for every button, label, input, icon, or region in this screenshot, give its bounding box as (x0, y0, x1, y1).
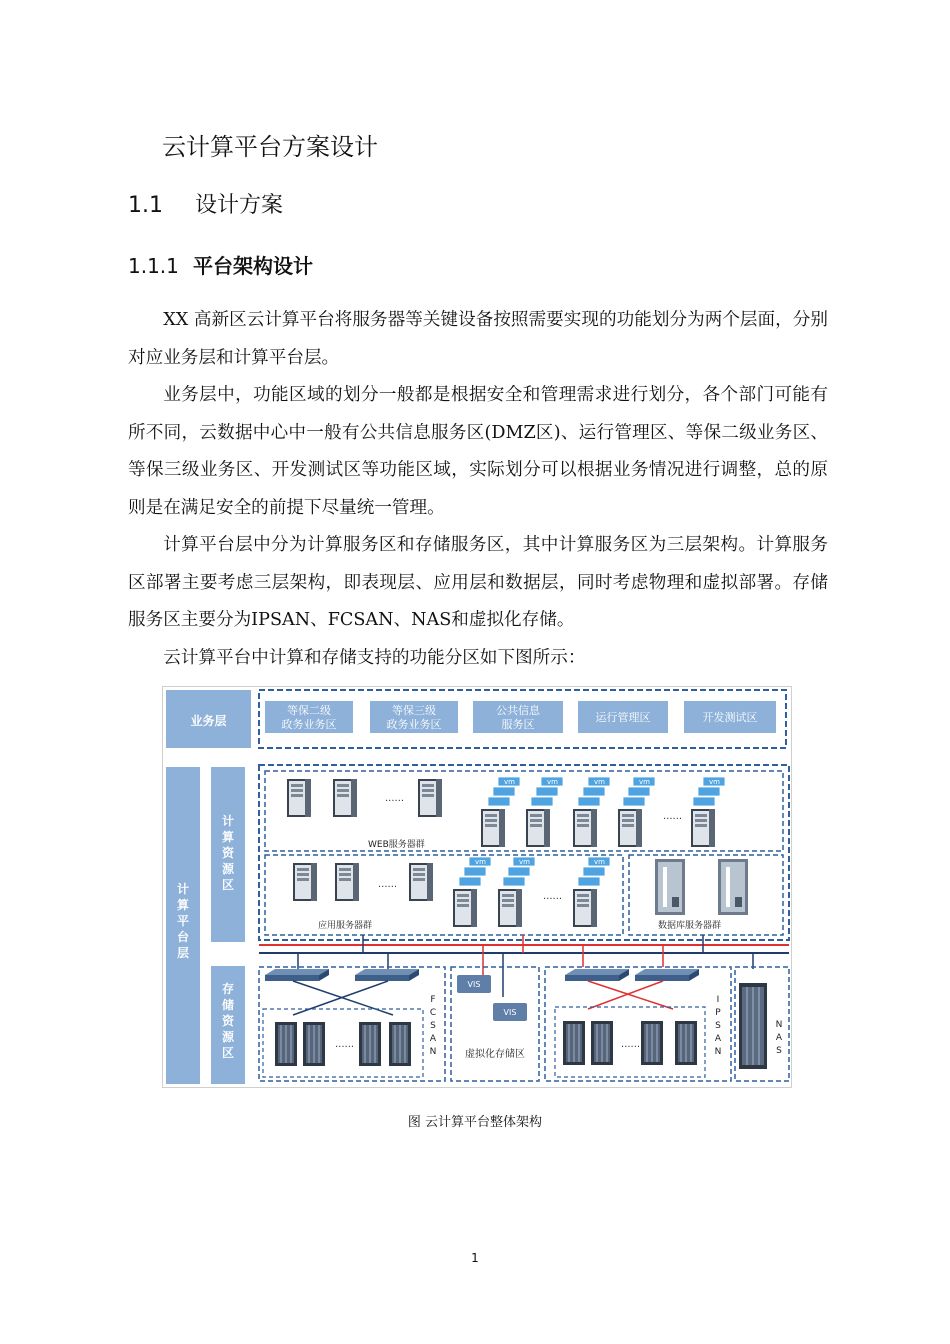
subsection-heading (128, 250, 313, 279)
vm-stack (573, 777, 610, 847)
nas-label: N (775, 1020, 783, 1030)
fcsan-label: S (430, 1021, 436, 1031)
fcsan-label: N (429, 1047, 437, 1057)
storage-rack-icon (563, 1021, 585, 1065)
ellipsis: ...... (543, 891, 563, 902)
server-icon (409, 863, 433, 901)
ipsan-label: P (715, 1008, 721, 1018)
zone-label: 政务业务区 (281, 718, 337, 731)
compute-resource-label: 源 (221, 862, 235, 876)
section-heading (128, 188, 283, 219)
storage-resource-label: 资 (221, 1014, 235, 1028)
zone-label: 等保三级 (392, 704, 436, 717)
compute-platform-label: 台 (176, 930, 190, 944)
vis-label: VIS (503, 1008, 517, 1017)
svg-text:vm: vm (709, 778, 720, 786)
ipsan-label: N (714, 1047, 722, 1057)
svg-text:vm: vm (475, 858, 486, 866)
paragraph: 计算平台层中分为计算服务区和存储服务区，其中计算服务区为三层架构。计算服务区部署主要考虑三层架构，即表现层、应用层和数据层，同时考虑物理和虚拟部署。存储服务区主要分为IPSAN、FCSAN、NAS和虚拟化存储。 (128, 535, 828, 630)
page-number: 1 (471, 1251, 479, 1265)
vm-stack (691, 777, 725, 847)
nas-label: S (776, 1046, 782, 1056)
compute-resource-label: 算 (221, 830, 235, 844)
virtual-storage-label: 虚拟化存储区 (465, 1049, 525, 1060)
subsection-title: 平台架构设计 (193, 254, 313, 278)
svg-text:vm: vm (594, 778, 605, 786)
storage-rack-icon (303, 1022, 325, 1066)
database-rack-icon (655, 859, 685, 915)
svg-text:vm: vm (504, 778, 515, 786)
compute-resource-label: 区 (221, 878, 235, 892)
ellipsis: ...... (663, 811, 683, 822)
paragraph: 云计算平台中计算和存储支持的功能分区如下图所示： (163, 647, 586, 668)
db-cluster-label: 数据库服务器群 (658, 921, 722, 931)
compute-platform-label: 算 (176, 898, 190, 912)
storage-rack-icon (675, 1021, 697, 1065)
server-icon (293, 863, 317, 901)
svg-text:vm: vm (639, 778, 650, 786)
zone-label: 服务区 (501, 718, 535, 731)
server-icon (333, 779, 357, 817)
chapter-heading: 云计算平台方案设计 (162, 133, 378, 161)
zone-label: 政务业务区 (386, 718, 442, 731)
zone-label: 开发测试区 (702, 711, 758, 724)
fcsan-label: F (430, 995, 436, 1005)
compute-platform-label: 平 (176, 914, 190, 928)
web-cluster-label: WEB服务器群 (368, 840, 425, 850)
architecture-diagram (163, 687, 791, 1087)
ellipsis: ...... (385, 793, 405, 804)
architecture-figure (162, 686, 792, 1088)
storage-resource-label: 源 (221, 1030, 235, 1044)
paragraph: XX 高新区云计算平台将服务器等关键设备按照需要实现的功能划分为两个层面，分别对应业务层和计算平台层。 (128, 310, 828, 368)
storage-resource-label: 储 (221, 998, 235, 1012)
server-icon (335, 863, 359, 901)
zone-label: 公共信息 (496, 704, 540, 717)
server-icon (287, 779, 311, 817)
vm-stack (453, 857, 491, 927)
ipsan-label: S (715, 1021, 721, 1031)
switch-icon (355, 969, 419, 981)
storage-rack-icon (359, 1022, 381, 1066)
section-number: 1.1 (128, 193, 163, 218)
vis-label: VIS (467, 980, 481, 989)
zone-label: 运行管理区 (595, 711, 651, 724)
storage-resource-label: 区 (221, 1046, 235, 1060)
compute-resource-label: 计 (221, 814, 235, 828)
paragraph: 业务层中，功能区域的划分一般都是根据安全和管理需求进行划分，各个部门可能有所不同，云数据中心中一般有公共信息服务区(DMZ区)、运行管理区、等保二级业务区、等保三级业务区、开发测试区等功能区域，实际划分可以根据业务情况进行调整，总的原则是在满足安全的前提下尽量统一管理。 (128, 385, 828, 518)
svg-text:vm: vm (547, 778, 558, 786)
fcsan-label: C (429, 1008, 437, 1018)
ipsan-label: I (716, 995, 720, 1005)
ellipsis: ...... (335, 1039, 355, 1050)
svg-text:vm: vm (594, 858, 605, 866)
ellipsis: ...... (621, 1039, 641, 1050)
compute-platform-label: 计 (176, 882, 190, 896)
ipsan-label: A (714, 1034, 722, 1044)
compute-platform-label: 层 (176, 946, 190, 960)
nas-label: A (775, 1033, 783, 1043)
storage-rack-icon (389, 1022, 411, 1066)
storage-resource-label: 存 (221, 982, 235, 996)
database-rack-icon (718, 859, 748, 915)
app-cluster-label: 应用服务器群 (318, 921, 373, 931)
switch-icon (635, 969, 699, 981)
switch-icon (265, 969, 329, 981)
fcsan-label: A (429, 1034, 437, 1044)
ellipsis: ...... (378, 879, 398, 890)
body-text (128, 302, 828, 677)
storage-rack-icon (591, 1021, 613, 1065)
storage-rack-icon (275, 1022, 297, 1066)
vm-stack (618, 777, 655, 847)
section-title: 设计方案 (195, 193, 284, 218)
server-icon (418, 779, 442, 817)
switch-icon (565, 969, 629, 981)
subsection-number: 1.1.1 (128, 254, 179, 278)
vm-stack (573, 857, 610, 927)
svg-text:vm: vm (519, 858, 530, 866)
zone-label: 等保二级 (287, 704, 331, 717)
vm-stack (526, 777, 563, 847)
business-layer-label: 业务层 (190, 714, 227, 728)
storage-rack-icon (641, 1021, 663, 1065)
vm-stack (481, 777, 520, 847)
compute-resource-label: 资 (221, 846, 235, 860)
figure-caption: 图 云计算平台整体架构 (407, 1115, 543, 1130)
vm-stack (498, 857, 535, 927)
